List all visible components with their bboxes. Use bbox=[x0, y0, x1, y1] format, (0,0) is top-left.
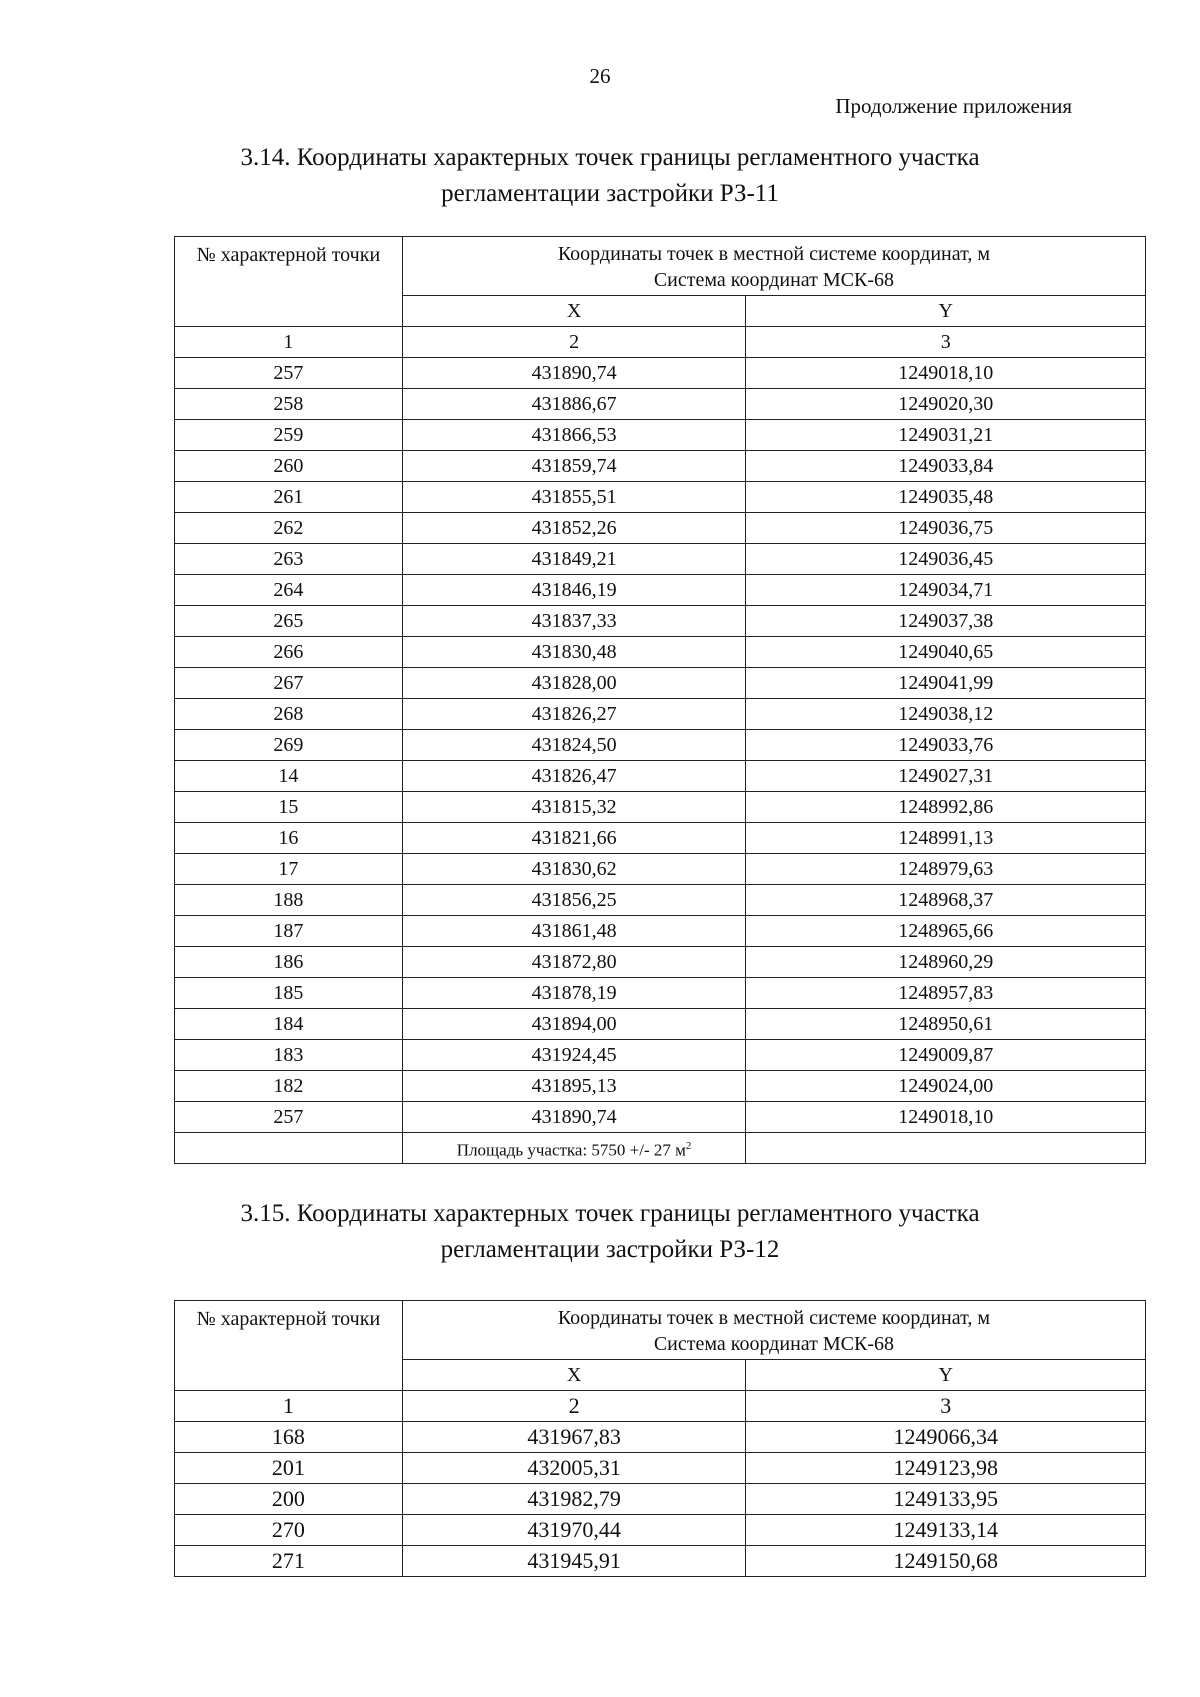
point-number-cell: 269 bbox=[175, 730, 403, 761]
area-empty-cell bbox=[175, 1133, 403, 1164]
table-row bbox=[175, 668, 1146, 699]
point-number-cell: 188 bbox=[175, 885, 403, 916]
x-coordinate-cell: 431894,00 bbox=[402, 1009, 746, 1040]
area-unit-sup: 2 bbox=[685, 1139, 692, 1152]
section-title-line1: 3.14. Координаты характерных точек границы регламентного участка bbox=[240, 144, 980, 171]
section-title-3-14 bbox=[170, 140, 1050, 212]
x-coordinate-cell: 431826,27 bbox=[402, 699, 746, 730]
table-row bbox=[175, 1546, 1146, 1577]
table-row bbox=[175, 1515, 1146, 1546]
x-coordinate-cell: 431872,80 bbox=[402, 947, 746, 978]
table-row bbox=[175, 916, 1146, 947]
y-coordinate-cell: 1249027,31 bbox=[746, 761, 1146, 792]
table-row bbox=[175, 482, 1146, 513]
y-coordinate-cell: 1249066,34 bbox=[746, 1422, 1146, 1453]
column-number-3: 3 bbox=[746, 327, 1146, 358]
coordinates-table-rz-12 bbox=[174, 1300, 1146, 1577]
x-coordinate-cell: 431852,26 bbox=[402, 513, 746, 544]
point-number-cell: 17 bbox=[175, 854, 403, 885]
table-row bbox=[175, 389, 1146, 420]
x-coordinate-cell: 431886,67 bbox=[402, 389, 746, 420]
y-coordinate-cell: 1249018,10 bbox=[746, 1102, 1146, 1133]
y-coordinate-cell: 1249034,71 bbox=[746, 575, 1146, 606]
table-row bbox=[175, 885, 1146, 916]
x-coordinate-cell: 431846,19 bbox=[402, 575, 746, 606]
column-number-1: 1 bbox=[175, 327, 403, 358]
point-number-cell: 183 bbox=[175, 1040, 403, 1071]
column-number-1: 1 bbox=[175, 1391, 403, 1422]
header-coordinates bbox=[402, 237, 1145, 296]
x-coordinate-cell: 431861,48 bbox=[402, 916, 746, 947]
point-number-cell: 14 bbox=[175, 761, 403, 792]
x-coordinate-cell: 431924,45 bbox=[402, 1040, 746, 1071]
area-cell bbox=[402, 1133, 746, 1164]
x-coordinate-cell: 431830,62 bbox=[402, 854, 746, 885]
x-coordinate-cell: 431826,47 bbox=[402, 761, 746, 792]
x-coordinate-cell: 431945,91 bbox=[402, 1546, 746, 1577]
table-body-rz-11 bbox=[175, 358, 1146, 1133]
table-row bbox=[175, 730, 1146, 761]
point-number-cell: 270 bbox=[175, 1515, 403, 1546]
header-coordinates-line2: Система координат МСК-68 bbox=[653, 269, 894, 291]
y-coordinate-cell: 1249024,00 bbox=[746, 1071, 1146, 1102]
point-number-cell: 201 bbox=[175, 1453, 403, 1484]
point-number-cell: 257 bbox=[175, 1102, 403, 1133]
continuation-label: Продолжение приложения bbox=[835, 94, 1072, 118]
header-coordinates-line1: Координаты точек в местной системе координат, м bbox=[557, 243, 990, 265]
y-coordinate-cell: 1249020,30 bbox=[746, 389, 1146, 420]
point-number-cell: 16 bbox=[175, 823, 403, 854]
column-number-2: 2 bbox=[402, 1391, 746, 1422]
table-row bbox=[175, 854, 1146, 885]
point-number-cell: 267 bbox=[175, 668, 403, 699]
point-number-cell: 260 bbox=[175, 451, 403, 482]
point-number-cell: 200 bbox=[175, 1484, 403, 1515]
table-row bbox=[175, 637, 1146, 668]
y-coordinate-cell: 1249133,95 bbox=[746, 1484, 1146, 1515]
y-coordinate-cell: 1249036,75 bbox=[746, 513, 1146, 544]
table-row bbox=[175, 1071, 1146, 1102]
table-row bbox=[175, 575, 1146, 606]
y-coordinate-cell: 1249036,45 bbox=[746, 544, 1146, 575]
point-number-cell: 266 bbox=[175, 637, 403, 668]
header-coordinates-line1: Координаты точек в местной системе координат, м bbox=[557, 1307, 990, 1329]
coordinates-table-rz-11 bbox=[174, 236, 1146, 1164]
point-number-cell: 263 bbox=[175, 544, 403, 575]
x-coordinate-cell: 431878,19 bbox=[402, 978, 746, 1009]
area-text: Площадь участка: 5750 +/- 27 м bbox=[456, 1140, 686, 1160]
table-row bbox=[175, 823, 1146, 854]
table-row bbox=[175, 358, 1146, 389]
point-number-cell: 268 bbox=[175, 699, 403, 730]
x-coordinate-cell: 431982,79 bbox=[402, 1484, 746, 1515]
x-coordinate-cell: 431970,44 bbox=[402, 1515, 746, 1546]
y-coordinate-cell: 1248965,66 bbox=[746, 916, 1146, 947]
header-x: X bbox=[402, 1360, 746, 1391]
column-number-2: 2 bbox=[402, 327, 746, 358]
x-coordinate-cell: 431859,74 bbox=[402, 451, 746, 482]
y-coordinate-cell: 1249133,14 bbox=[746, 1515, 1146, 1546]
y-coordinate-cell: 1249040,65 bbox=[746, 637, 1146, 668]
point-number-cell: 185 bbox=[175, 978, 403, 1009]
x-coordinate-cell: 431837,33 bbox=[402, 606, 746, 637]
header-coordinates-line2: Система координат МСК-68 bbox=[653, 1333, 894, 1355]
table-row bbox=[175, 420, 1146, 451]
point-number-cell: 184 bbox=[175, 1009, 403, 1040]
x-coordinate-cell: 431856,25 bbox=[402, 885, 746, 916]
y-coordinate-cell: 1249018,10 bbox=[746, 358, 1146, 389]
table-row bbox=[175, 1484, 1146, 1515]
table-row bbox=[175, 544, 1146, 575]
point-number-cell: 271 bbox=[175, 1546, 403, 1577]
table-row bbox=[175, 1040, 1146, 1071]
y-coordinate-cell: 1248979,63 bbox=[746, 854, 1146, 885]
y-coordinate-cell: 1248950,61 bbox=[746, 1009, 1146, 1040]
y-coordinate-cell: 1249035,48 bbox=[746, 482, 1146, 513]
point-number-cell: 258 bbox=[175, 389, 403, 420]
table-row bbox=[175, 699, 1146, 730]
y-coordinate-cell: 1248968,37 bbox=[746, 885, 1146, 916]
y-coordinate-cell: 1248957,83 bbox=[746, 978, 1146, 1009]
x-coordinate-cell: 431855,51 bbox=[402, 482, 746, 513]
x-coordinate-cell: 431830,48 bbox=[402, 637, 746, 668]
table-row bbox=[175, 792, 1146, 823]
x-coordinate-cell: 431828,00 bbox=[402, 668, 746, 699]
section-title-line2: регламентации застройки РЗ-11 bbox=[441, 180, 779, 207]
point-number-cell: 262 bbox=[175, 513, 403, 544]
section-title-line1: 3.15. Координаты характерных точек границы регламентного участка bbox=[240, 1200, 980, 1227]
point-number-cell: 265 bbox=[175, 606, 403, 637]
header-point-number: № характерной точки bbox=[175, 1301, 403, 1391]
point-number-cell: 187 bbox=[175, 916, 403, 947]
column-number-3: 3 bbox=[746, 1391, 1146, 1422]
point-number-cell: 264 bbox=[175, 575, 403, 606]
section-title-line2: регламентации застройки РЗ-12 bbox=[440, 1236, 780, 1263]
y-coordinate-cell: 1248992,86 bbox=[746, 792, 1146, 823]
y-coordinate-cell: 1248960,29 bbox=[746, 947, 1146, 978]
y-coordinate-cell: 1249033,84 bbox=[746, 451, 1146, 482]
y-coordinate-cell: 1249123,98 bbox=[746, 1453, 1146, 1484]
y-coordinate-cell: 1249033,76 bbox=[746, 730, 1146, 761]
point-number-cell: 182 bbox=[175, 1071, 403, 1102]
x-coordinate-cell: 431821,66 bbox=[402, 823, 746, 854]
x-coordinate-cell: 431895,13 bbox=[402, 1071, 746, 1102]
table-row bbox=[175, 1453, 1146, 1484]
point-number-cell: 259 bbox=[175, 420, 403, 451]
table-row bbox=[175, 1009, 1146, 1040]
table-body-rz-12 bbox=[175, 1422, 1146, 1577]
y-coordinate-cell: 1248991,13 bbox=[746, 823, 1146, 854]
y-coordinate-cell: 1249041,99 bbox=[746, 668, 1146, 699]
x-coordinate-cell: 431890,74 bbox=[402, 1102, 746, 1133]
table-row bbox=[175, 451, 1146, 482]
x-coordinate-cell: 431890,74 bbox=[402, 358, 746, 389]
table-row bbox=[175, 513, 1146, 544]
point-number-cell: 257 bbox=[175, 358, 403, 389]
point-number-cell: 15 bbox=[175, 792, 403, 823]
section-title-3-15 bbox=[170, 1196, 1050, 1268]
header-coordinates bbox=[402, 1301, 1145, 1360]
point-number-cell: 186 bbox=[175, 947, 403, 978]
table-row bbox=[175, 947, 1146, 978]
x-coordinate-cell: 431866,53 bbox=[402, 420, 746, 451]
y-coordinate-cell: 1249037,38 bbox=[746, 606, 1146, 637]
y-coordinate-cell: 1249150,68 bbox=[746, 1546, 1146, 1577]
table-row bbox=[175, 761, 1146, 792]
header-y: Y bbox=[746, 296, 1146, 327]
point-number-cell: 168 bbox=[175, 1422, 403, 1453]
x-coordinate-cell: 432005,31 bbox=[402, 1453, 746, 1484]
header-point-number: № характерной точки bbox=[175, 237, 403, 327]
y-coordinate-cell: 1249031,21 bbox=[746, 420, 1146, 451]
y-coordinate-cell: 1249038,12 bbox=[746, 699, 1146, 730]
x-coordinate-cell: 431849,21 bbox=[402, 544, 746, 575]
page-number: 26 bbox=[589, 64, 611, 88]
table-row bbox=[175, 1102, 1146, 1133]
point-number-cell: 261 bbox=[175, 482, 403, 513]
y-coordinate-cell: 1249009,87 bbox=[746, 1040, 1146, 1071]
x-coordinate-cell: 431815,32 bbox=[402, 792, 746, 823]
x-coordinate-cell: 431967,83 bbox=[402, 1422, 746, 1453]
table-row bbox=[175, 1422, 1146, 1453]
area-empty-cell bbox=[746, 1133, 1146, 1164]
x-coordinate-cell: 431824,50 bbox=[402, 730, 746, 761]
table-row bbox=[175, 978, 1146, 1009]
table-row bbox=[175, 606, 1146, 637]
header-y: Y bbox=[746, 1360, 1146, 1391]
header-x: X bbox=[402, 296, 746, 327]
